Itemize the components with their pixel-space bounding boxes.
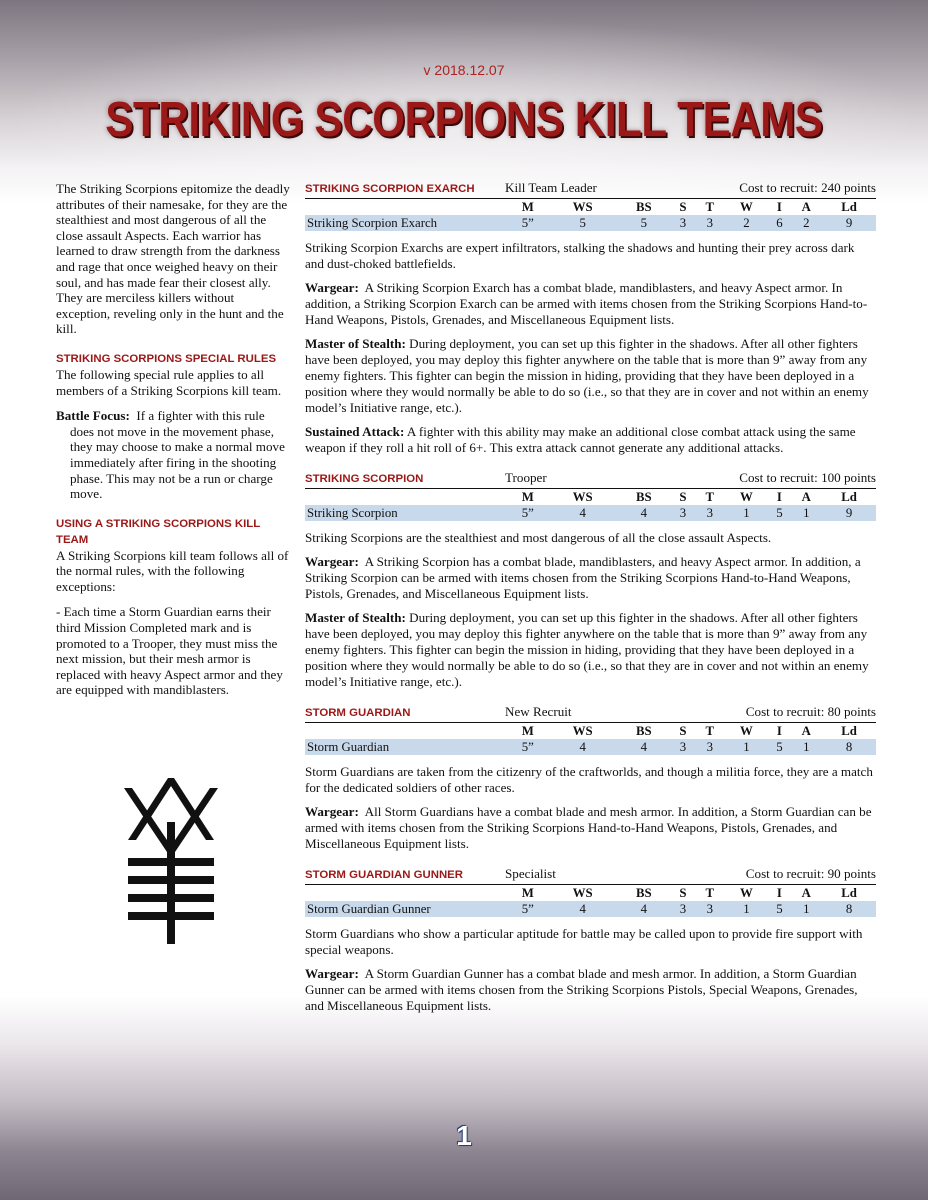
stat-value-row: [305, 505, 876, 521]
fighter-title: STRIKING SCORPION EXARCH: [305, 183, 475, 195]
stat-header: T: [705, 724, 715, 738]
fighter-cost: Cost to recruit: 80 points: [745, 704, 876, 719]
fighter-title: STRIKING SCORPION: [305, 473, 424, 485]
stat-value: 4: [617, 739, 671, 755]
striking-scorpion-rune-icon: [116, 778, 226, 946]
stat-header: I: [776, 200, 782, 214]
fighter-rule-label: Master of Stealth:: [305, 610, 406, 625]
stat-value: 6: [768, 215, 790, 231]
stat-value: 3: [695, 505, 724, 521]
stat-value-row: [305, 739, 876, 755]
stat-value: 2: [724, 215, 768, 231]
battle-focus-label: Battle Focus:: [56, 408, 130, 424]
using-kill-team-exception: - Each time a Storm Guardian earns their third Mission Completed mark and is promoted to a Trooper, they must miss the next mission, but their mesh armor is replaced with heavy Aspect armor and they are equipped with mandiblasters.: [56, 604, 283, 698]
stat-value: 3: [671, 215, 695, 231]
fighter-rule-text: During deployment, you can set up this fighter in the shadows. After all other fighters have been deployed, you may deploy this fighter anywhere on the table that is more than 9” away from any enemy fighters. This fighter can begin the mission in hiding, providing that they have been deployed in a position where they would normally be able to do so (i.e., so that they are in cover and not within an enemy model’s Initiative range, etc.).: [305, 610, 869, 689]
fighter-role: Kill Team Leader: [505, 180, 597, 195]
stat-value: 3: [671, 901, 695, 917]
fighter-description: Striking Scorpion Exarchs are expert infiltrators, stalking the shadows and hunting their prey across dark and dust-choked battlefields.: [305, 240, 855, 271]
stat-value: 5: [617, 215, 671, 231]
page-title: STRIKING SCORPIONS KILL TEAMS: [105, 93, 823, 147]
stat-header: S: [679, 200, 687, 214]
stat-header: Ld: [841, 886, 857, 900]
fighter-rule-text: During deployment, you can set up this fighter in the shadows. After all other fighters have been deployed, you may deploy this fighter anywhere on the table that is more than 9” away from any enemy fighters. This fighter can begin the mission in hiding, providing that they have been deployed in a position where they would normally be able to do so (i.e., so that they are in cover and not within an enemy model’s Initiative range, etc.).: [305, 336, 869, 415]
battle-focus-rule: [56, 408, 290, 502]
stat-header: I: [776, 490, 782, 504]
special-rules-heading: STRIKING SCORPIONS SPECIAL RULES: [56, 352, 277, 365]
stat-header: Ld: [841, 490, 857, 504]
fighter-cost: Cost to recruit: 100 points: [739, 470, 876, 485]
fighter-header: [305, 704, 876, 723]
stat-table: [305, 885, 876, 917]
stat-value: 4: [617, 901, 671, 917]
fighter-block: [305, 866, 876, 1014]
stat-value: 2: [790, 215, 822, 231]
fighter-wargear: [305, 804, 876, 852]
fighter-rule-text: A fighter with this ability may make an additional close combat attack using the same weapon if they roll a hit roll of 6+. This extra attack cannot generate any additional attacks.: [305, 424, 856, 455]
fighter-block: [305, 180, 876, 456]
fighter-role: Trooper: [505, 470, 547, 485]
stat-header: BS: [635, 200, 652, 214]
fighter-rule: [305, 336, 876, 416]
stat-value: 5”: [507, 901, 549, 917]
stat-value: 1: [790, 505, 822, 521]
wargear-label: Wargear:: [305, 804, 359, 819]
fighter-rule: [305, 610, 876, 690]
fighter-description: Storm Guardians who show a particular aptitude for battle may be called upon to provide fire support with special weapons.: [305, 926, 863, 957]
stat-header: M: [521, 490, 534, 504]
stat-header: M: [521, 200, 534, 214]
using-kill-team-intro: A Striking Scorpions kill team follows all of the normal rules, with the following exceptions:: [56, 547, 289, 594]
version-label: v 2018.12.07: [423, 62, 505, 78]
stat-value: 1: [724, 739, 768, 755]
stat-header: W: [740, 200, 753, 214]
using-kill-team-heading: USING A STRIKING SCORPIONS KILL TEAM: [56, 517, 260, 546]
fighter-title: STORM GUARDIAN GUNNER: [305, 869, 463, 881]
stat-value: 3: [695, 215, 724, 231]
wargear-label: Wargear:: [305, 280, 359, 295]
stat-value-row: [305, 215, 876, 231]
wargear-label: Wargear:: [305, 554, 359, 569]
wargear-text: A Striking Scorpion has a combat blade, mandiblasters, and heavy Aspect armor. In addition, a Striking Scorpion can be armed with items chosen from the Striking Scorpions Hand-to-Hand Weapons, Pistols, Grenades, and Miscellaneous Equipment lists.: [305, 554, 861, 601]
stat-header: T: [705, 200, 715, 214]
stat-header: I: [776, 724, 782, 738]
battle-focus-text: If a fighter with this rule does not move in the movement phase, they may choose to make a normal move immediately after firing in the shooting phase. This may not be a run or charge move.: [70, 408, 285, 502]
fighter-name: Striking Scorpion: [305, 505, 507, 521]
fighter-block: [305, 470, 876, 690]
stat-value: 8: [822, 901, 876, 917]
stat-header-row: [305, 199, 876, 215]
stat-table: [305, 199, 876, 231]
stat-value: 1: [724, 901, 768, 917]
stat-value: 4: [549, 505, 617, 521]
fighter-description: Storm Guardians are taken from the citizenry of the craftworlds, and though a militia force, they are a match for the dedicated soldiers of other races.: [305, 764, 873, 795]
fighter-rule-label: Sustained Attack:: [305, 424, 405, 439]
stat-header-row: [305, 723, 876, 739]
wargear-text: All Storm Guardians have a combat blade and mesh armor. In addition, a Storm Guardian can be armed with items chosen from the Striking Scorpions Hand-to-Hand Weapons, Pistols, Grenades, and Miscellaneous Equipment lists.: [305, 804, 872, 851]
fighter-wargear: [305, 966, 876, 1014]
fighter-description: Striking Scorpions are the stealthiest and most dangerous of all the close assault Aspects.: [305, 530, 772, 545]
fighter-name: Striking Scorpion Exarch: [305, 215, 507, 231]
fighter-rule: [305, 424, 876, 456]
stat-header: M: [521, 886, 534, 900]
stat-header: M: [521, 724, 534, 738]
stat-header: I: [776, 886, 782, 900]
wargear-label: Wargear:: [305, 966, 359, 981]
stat-header: W: [740, 886, 753, 900]
fighter-name: Storm Guardian: [305, 739, 507, 755]
stat-table: [305, 723, 876, 755]
stat-header: BS: [635, 490, 652, 504]
stat-header: WS: [572, 490, 593, 504]
stat-value: 3: [695, 901, 724, 917]
wargear-text: A Striking Scorpion Exarch has a combat blade, mandiblasters, and heavy Aspect armor. In addition, a Striking Scorpion Exarch can be armed with items chosen from the Striking Scorpions Hand-to-Hand Weapons, Pistols, Grenades, and Miscellaneous Equipment lists.: [305, 280, 868, 327]
special-rules-intro: The following special rule applies to all members of a Striking Scorpions kill team.: [56, 366, 282, 398]
fighter-wargear: [305, 554, 876, 602]
fighter-rule-label: Master of Stealth:: [305, 336, 406, 351]
stat-value: 3: [671, 739, 695, 755]
stat-value: 4: [549, 901, 617, 917]
stat-header: A: [801, 724, 811, 738]
fighter-cost: Cost to recruit: 240 points: [739, 180, 876, 195]
stat-value-row: [305, 901, 876, 917]
intro-paragraph: The Striking Scorpions epitomize the deadly attributes of their namesake, for they are the stealthiest and most dangerous of all the close assault Aspects. Each warrior has learned to draw strength from the darkness and rage that once weighed heavy on their soul, and has made fear their closest ally. They are merciless killers without exception, reveling only in the hunt and the kill.: [56, 181, 290, 337]
stat-header: WS: [572, 200, 593, 214]
stat-value: 9: [822, 215, 876, 231]
stat-table: [305, 489, 876, 521]
fighter-list: [305, 180, 876, 1014]
stat-value: 3: [695, 739, 724, 755]
fighter-name: Storm Guardian Gunner: [305, 901, 507, 917]
fighter-header: [305, 180, 876, 199]
stat-header: W: [740, 724, 753, 738]
stat-header-row: [305, 885, 876, 901]
page-number: 1: [456, 1120, 472, 1151]
stat-value: 5: [768, 505, 790, 521]
fighter-block: [305, 704, 876, 852]
stat-value: 5: [768, 739, 790, 755]
stat-header: S: [679, 490, 687, 504]
stat-header: A: [801, 886, 811, 900]
stat-header: WS: [572, 886, 593, 900]
fighter-cost: Cost to recruit: 90 points: [745, 866, 876, 881]
stat-value: 8: [822, 739, 876, 755]
stat-value: 4: [617, 505, 671, 521]
stat-header: BS: [635, 886, 652, 900]
stat-value: 4: [549, 739, 617, 755]
fighter-wargear: [305, 280, 876, 328]
stat-value: 1: [790, 739, 822, 755]
fighter-role: New Recruit: [505, 704, 572, 719]
stat-header-row: [305, 489, 876, 505]
stat-value: 3: [671, 505, 695, 521]
fighter-role: Specialist: [505, 866, 556, 881]
stat-header: BS: [635, 724, 652, 738]
stat-value: 5”: [507, 739, 549, 755]
stat-header: Ld: [841, 200, 857, 214]
stat-value: 1: [724, 505, 768, 521]
stat-header: S: [679, 886, 687, 900]
left-column: [56, 181, 290, 708]
stat-header: T: [705, 886, 715, 900]
stat-value: 9: [822, 505, 876, 521]
stat-value: 5”: [507, 505, 549, 521]
stat-header: Ld: [841, 724, 857, 738]
stat-header: W: [740, 490, 753, 504]
stat-header: S: [679, 724, 687, 738]
stat-value: 1: [790, 901, 822, 917]
stat-header: A: [801, 200, 811, 214]
stat-header: T: [705, 490, 715, 504]
stat-value: 5”: [507, 215, 549, 231]
stat-value: 5: [768, 901, 790, 917]
stat-header: A: [801, 490, 811, 504]
fighter-header: [305, 470, 876, 489]
stat-header: WS: [572, 724, 593, 738]
right-column: [305, 180, 876, 1028]
fighter-title: STORM GUARDIAN: [305, 707, 411, 719]
wargear-text: A Storm Guardian Gunner has a combat blade and mesh armor. In addition, a Storm Guardian Gunner can be armed with items chosen from the Striking Scorpions Pistols, Special Weapons, Grenades, and Miscellaneous Equipment lists.: [305, 966, 858, 1013]
stat-value: 5: [549, 215, 617, 231]
fighter-header: [305, 866, 876, 885]
